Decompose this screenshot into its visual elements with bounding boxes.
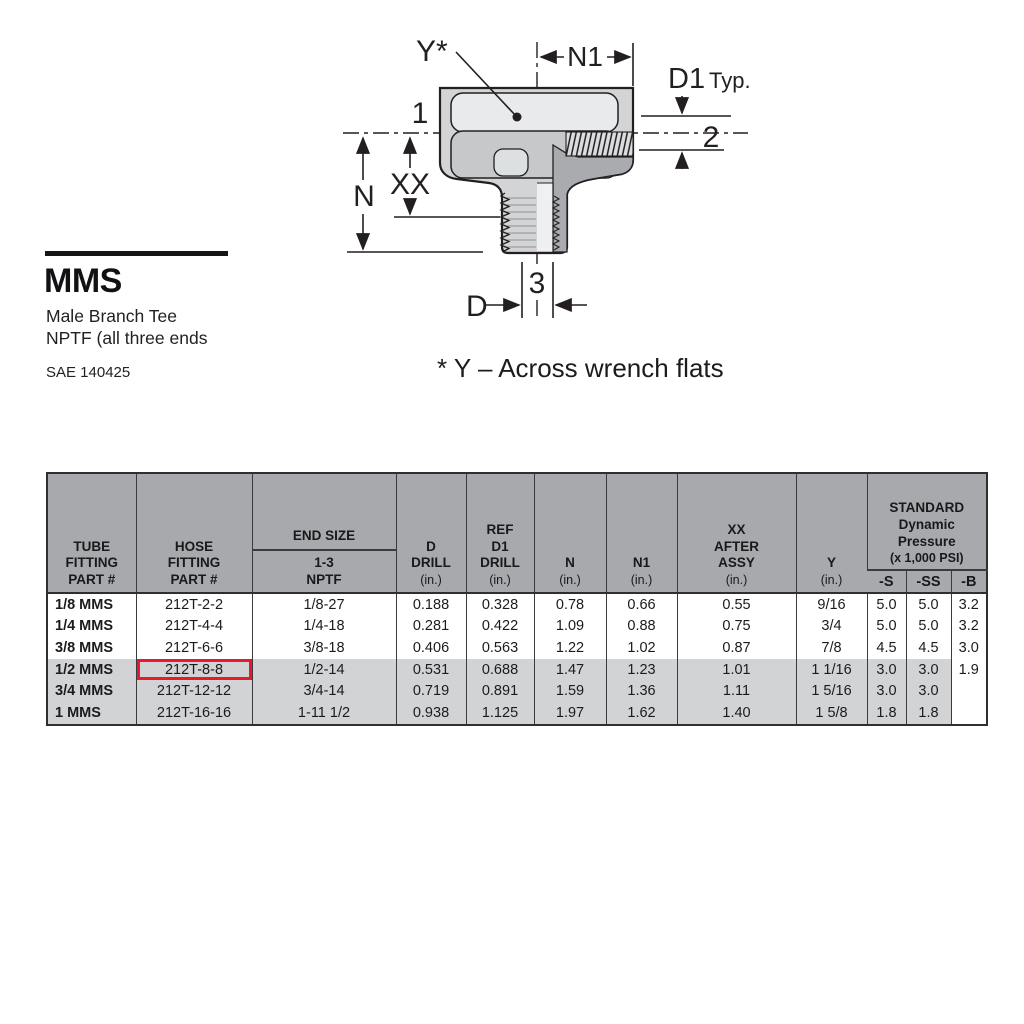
col-header-tube-fitting: TUBE FITTING PART #: [65, 538, 118, 587]
table-cell: 0.563: [466, 637, 534, 659]
col-header-xx-after-assy: XX AFTER ASSY (in.): [677, 473, 796, 593]
table-cell: 5.0: [906, 593, 951, 616]
table-row: [47, 680, 987, 702]
table-cell: 1.23: [606, 659, 677, 681]
table-cell: 4.5: [867, 637, 906, 659]
table-cell: 212T-12-12: [136, 680, 252, 702]
table-cell: 3.0: [906, 680, 951, 702]
table-cell: 1/2-14: [252, 659, 396, 681]
table-cell: 0.78: [534, 593, 606, 616]
section-region: [553, 145, 633, 252]
table-cell: 5.0: [906, 616, 951, 638]
table-cell: 1/8 MMS: [47, 593, 136, 616]
table-cell: [951, 702, 987, 725]
table-cell: 3.0: [951, 637, 987, 659]
table-row: [47, 616, 987, 638]
table-cell: 1.125: [466, 702, 534, 725]
table-cell: 1/2 MMS: [47, 659, 136, 681]
diagram-caption: * Y – Across wrench flats: [437, 353, 724, 383]
highlighted-part-cell: 212T-8-8: [136, 659, 252, 681]
sae-number: SAE 140425: [46, 364, 131, 381]
table-cell: 3.2: [951, 593, 987, 616]
table-cell: 0.55: [677, 593, 796, 616]
table-cell: 0.422: [466, 616, 534, 638]
label-n1: N1: [567, 41, 603, 72]
col-header-n: N (in.): [534, 473, 606, 593]
table-cell: 1.22: [534, 637, 606, 659]
label-typ: Typ.: [709, 68, 751, 93]
table-cell: 0.406: [396, 637, 466, 659]
table-cell: 1-11 1/2: [252, 702, 396, 725]
port2-thread-hatch: [566, 132, 633, 156]
table-row: [47, 659, 987, 681]
table-cell: 1.11: [677, 680, 796, 702]
table-cell: 0.66: [606, 593, 677, 616]
table-cell: 1.40: [677, 702, 796, 725]
label-port2: 2: [702, 121, 720, 154]
table-cell: 0.88: [606, 616, 677, 638]
table-cell: 3.0: [867, 680, 906, 702]
table-cell: 1 MMS: [47, 702, 136, 725]
table-cell: 1.8: [906, 702, 951, 725]
table-cell: 9/16: [796, 593, 867, 616]
col-header-hose-fitting: HOSE FITTING PART #: [136, 473, 252, 593]
table-cell: 1.02: [606, 637, 677, 659]
col-header-d-drill: D DRILL (in.): [396, 473, 466, 593]
table-cell: 1.36: [606, 680, 677, 702]
table-cell: 1 5/8: [796, 702, 867, 725]
table-cell: 3/4 MMS: [47, 680, 136, 702]
table-cell: 1.09: [534, 616, 606, 638]
table-cell: 1 1/16: [796, 659, 867, 681]
label-port3: 3: [528, 267, 546, 300]
table-cell: 3.0: [867, 659, 906, 681]
spec-table: [46, 472, 988, 726]
col-header-pressure-s: -S: [879, 573, 894, 590]
table-cell: 1/4-18: [252, 616, 396, 638]
table-cell: 3/8-18: [252, 637, 396, 659]
port3-bore: [537, 183, 553, 251]
table-cell: 3/8 MMS: [47, 637, 136, 659]
table-cell: 0.188: [396, 593, 466, 616]
table-cell: 3.0: [906, 659, 951, 681]
table-row: [47, 702, 987, 725]
table-cell: 0.281: [396, 616, 466, 638]
table-cell: 0.531: [396, 659, 466, 681]
table-cell: 0.938: [396, 702, 466, 725]
col-header-n1: N1 (in.): [606, 473, 677, 593]
table-cell: 0.891: [466, 680, 534, 702]
table-cell: 5.0: [867, 593, 906, 616]
table-cell: 3/4: [796, 616, 867, 638]
table-cell: 1/4 MMS: [47, 616, 136, 638]
table-cell: 0.87: [677, 637, 796, 659]
col-header-pressure-ss: -SS: [906, 570, 951, 593]
table-cell: 5.0: [867, 616, 906, 638]
table-cell: 1.97: [534, 702, 606, 725]
label-xx: XX: [389, 168, 431, 201]
table-cell: 1.01: [677, 659, 796, 681]
label-port1: 1: [411, 97, 429, 130]
col-header-pressure-b: -B: [951, 570, 987, 593]
fitting-body: [440, 88, 633, 253]
label-n: N: [353, 180, 375, 213]
table-cell: 1.9: [951, 659, 987, 681]
table-cell: 0.719: [396, 680, 466, 702]
col-header-y: Y (in.): [796, 473, 867, 593]
col-header-pressure-group: STANDARD Dynamic Pressure (x 1,000 PSI): [867, 473, 987, 570]
table-cell: 3.2: [951, 616, 987, 638]
table-cell: 4.5: [906, 637, 951, 659]
product-title: MMS: [44, 262, 122, 300]
label-d1: D1: [668, 63, 706, 95]
table-cell: 212T-16-16: [136, 702, 252, 725]
table-row: [47, 593, 987, 616]
col-header-end-size: END SIZE 1-3 NPTF: [252, 473, 396, 593]
table-cell: 1 5/16: [796, 680, 867, 702]
table-cell: 0.75: [677, 616, 796, 638]
label-y-star: Y*: [416, 35, 448, 68]
table-cell: 1.8: [867, 702, 906, 725]
table-cell: 0.328: [466, 593, 534, 616]
table-cell: 212T-2-2: [136, 593, 252, 616]
wrench-flat-top: [451, 93, 618, 132]
product-spec: NPTF (all three ends: [46, 328, 208, 348]
table-cell: 3/4-14: [252, 680, 396, 702]
col-header-ref-d1-drill: REF D1 DRILL (in.): [466, 473, 534, 593]
stub-root-fillet: [494, 149, 528, 176]
table-cell: 7/8: [796, 637, 867, 659]
table-cell: 1.47: [534, 659, 606, 681]
table-row: [47, 637, 987, 659]
label-d: D: [466, 290, 488, 323]
table-cell: [951, 680, 987, 702]
table-cell: 212T-4-4: [136, 616, 252, 638]
table-cell: 0.688: [466, 659, 534, 681]
table-cell: 1.62: [606, 702, 677, 725]
table-cell: 1.59: [534, 680, 606, 702]
table-cell: 212T-6-6: [136, 637, 252, 659]
table-cell: 1/8-27: [252, 593, 396, 616]
product-name: Male Branch Tee: [46, 306, 178, 326]
